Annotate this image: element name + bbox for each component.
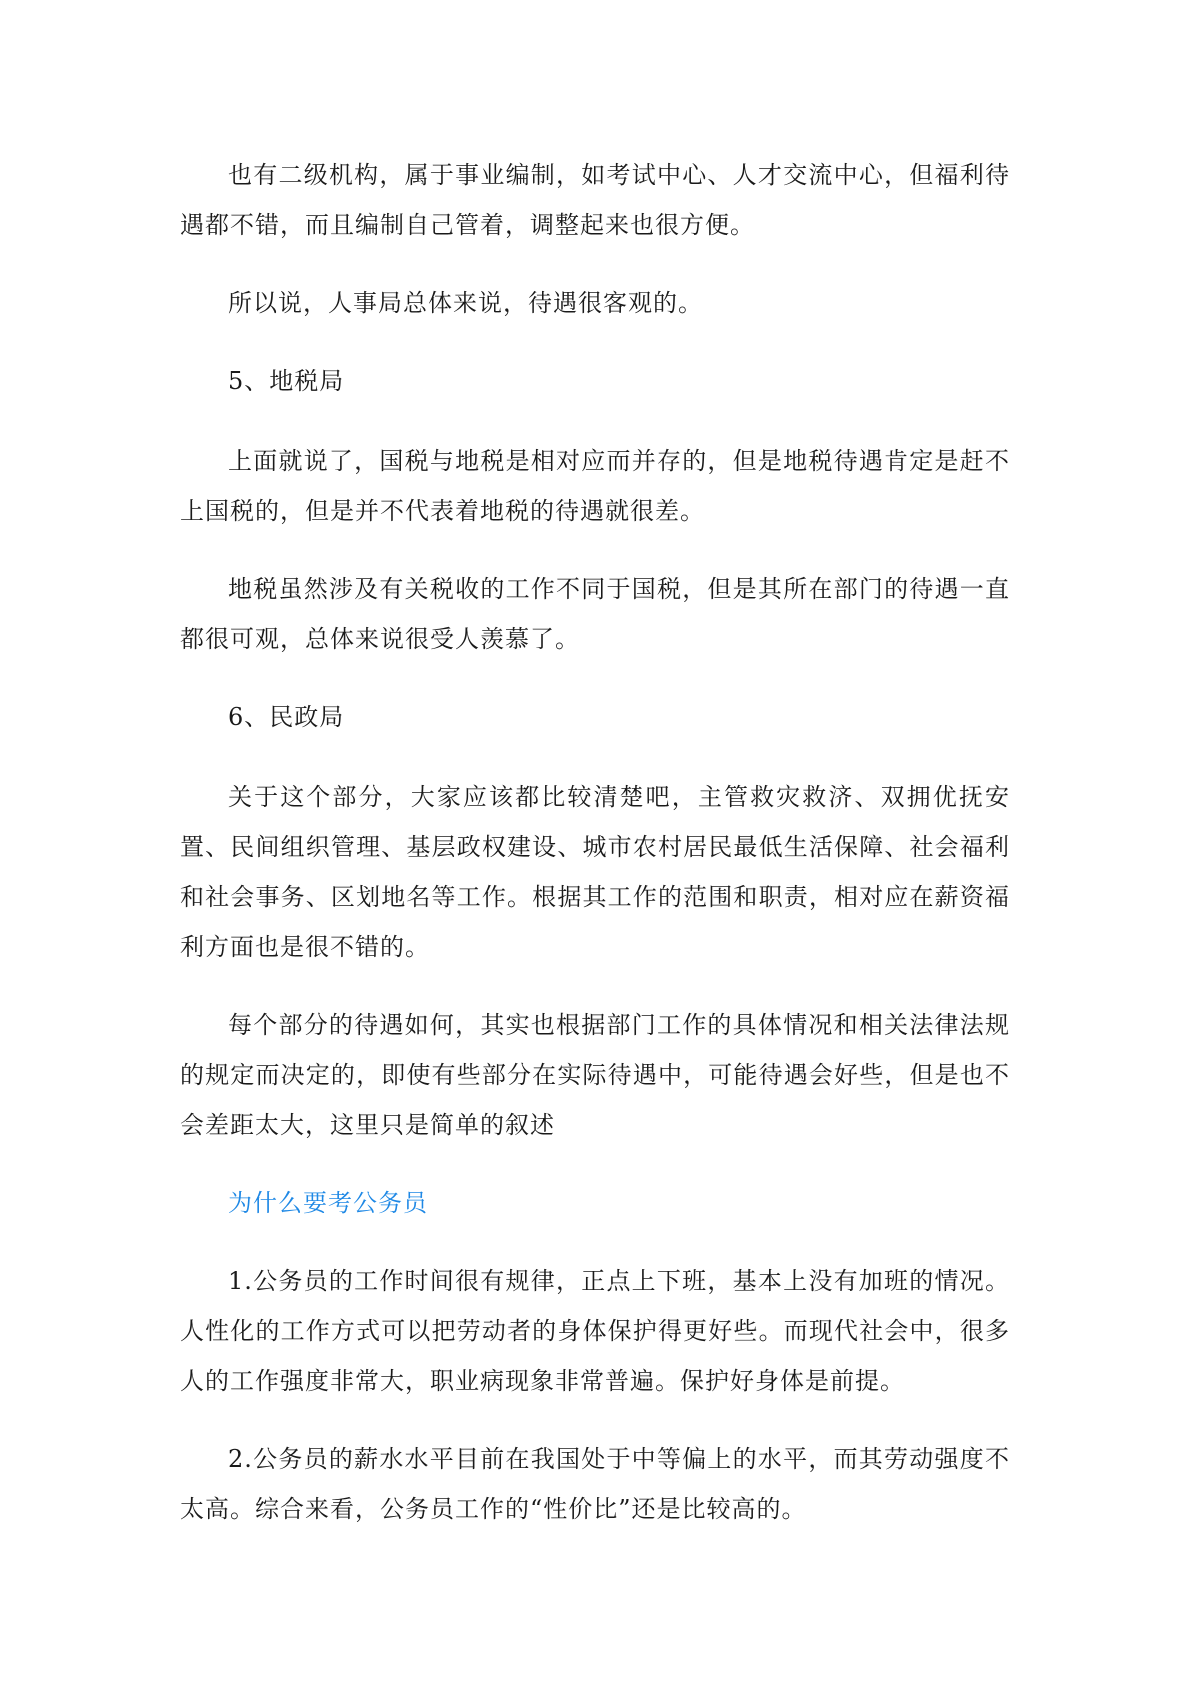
paragraph-personnel-bureau-summary: 所以说，人事局总体来说，待遇很客观的。 [228, 289, 703, 317]
paragraph-local-tax-benefits: 地税虽然涉及有关税收的工作不同于国税，但是其所在部门的待遇一直都很可观，总体来说很受人羡慕了。 [180, 575, 1010, 653]
section-heading-civil-affairs-bureau: 6、民政局 [228, 703, 345, 731]
link-why-civil-servant[interactable]: 为什么要考公务员 [228, 1189, 428, 1217]
paragraph-reason-1: 1.公务员的工作时间很有规律，正点上下班，基本上没有加班的情况。人性化的工作方式可以把劳动者的身体保护得更好些。而现代社会中，很多人的工作强度非常大，职业病现象非常普遍。保护好身体是前提。 [180, 1267, 1010, 1395]
paragraph-civil-affairs-duties: 关于这个部分，大家应该都比较清楚吧，主管救灾救济、双拥优抚安置、民间组织管理、基层政权建设、城市农村居民最低生活保障、社会福利和社会事务、区划地名等工作。根据其工作的范围和职责，相对应在薪资福利方面也是很不错的。 [180, 783, 1010, 961]
paragraph-reason-2: 2.公务员的薪水水平目前在我国处于中等偏上的水平，而其劳动强度不太高。综合来看，公务员工作的“性价比”还是比较高的。 [180, 1445, 1010, 1523]
section-heading-local-tax-bureau: 5、地税局 [228, 367, 345, 395]
document-page [180, 150, 1010, 1562]
paragraph-local-tax-comparison: 上面就说了，国税与地税是相对应而并存的，但是地税待遇肯定是赶不上国税的，但是并不代表着地税的待遇就很差。 [180, 447, 1010, 525]
paragraph-secondary-institutions: 也有二级机构，属于事业编制，如考试中心、人才交流中心，但福利待遇都不错，而且编制自己管着，调整起来也很方便。 [180, 161, 1010, 239]
paragraph-benefits-summary: 每个部分的待遇如何，其实也根据部门工作的具体情况和相关法律法规的规定而决定的，即使有些部分在实际待遇中，可能待遇会好些，但是也不会差距太大，这里只是简单的叙述 [180, 1011, 1010, 1139]
